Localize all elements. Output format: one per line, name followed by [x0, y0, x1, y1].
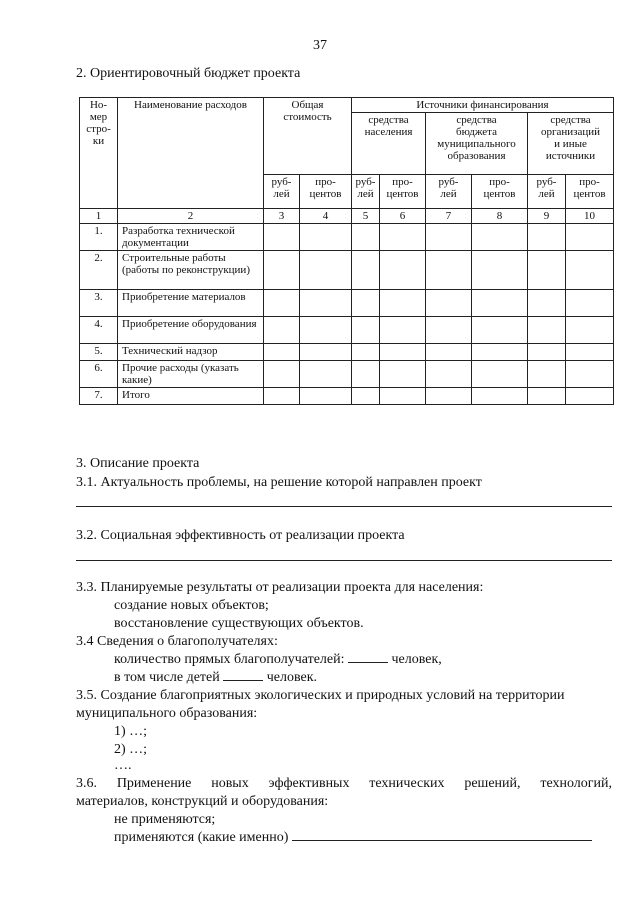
- header-percent: про- центов: [380, 175, 426, 209]
- table-row: [80, 251, 614, 290]
- column-index: 5: [352, 209, 380, 224]
- section-3-3-b: восстановление существующих объектов.: [114, 616, 364, 631]
- column-index: 9: [528, 209, 566, 224]
- column-index: 1: [80, 209, 118, 224]
- column-index: 4: [300, 209, 352, 224]
- header-total-cost: Общая стоимость: [264, 98, 352, 175]
- row-number: 7.: [80, 388, 118, 405]
- row-number: 3.: [80, 290, 118, 317]
- section-3-6-b: применяются (какие именно): [114, 830, 289, 845]
- section-3-6-b-line: [114, 829, 592, 847]
- section-3-6: 3.6. Применение новых эффективных технических решений, технологий,: [76, 776, 612, 791]
- header-percent: про- центов: [566, 175, 614, 209]
- section-3-2: 3.2. Социальная эффективность от реализации проекта: [76, 528, 405, 543]
- technologies-blank[interactable]: [292, 840, 592, 841]
- budget-table: [79, 97, 614, 405]
- column-index: 2: [118, 209, 264, 224]
- expense-name: Приобретение оборудования: [118, 317, 264, 344]
- list-ellipsis: ….: [114, 758, 132, 773]
- children-label: в том числе детей: [114, 670, 220, 685]
- expense-name: Технический надзор: [118, 344, 264, 361]
- row-number: 2.: [80, 251, 118, 290]
- header-percent: про- центов: [472, 175, 528, 209]
- header-rubles: руб- лей: [352, 175, 380, 209]
- table-row: [80, 388, 614, 405]
- beneficiaries-unit: человек,: [391, 652, 442, 667]
- header-row-number: Но- мер стро- ки: [80, 98, 118, 209]
- list-item-2: 2) …;: [114, 742, 148, 757]
- section-3-title: 3. Описание проекта: [76, 456, 200, 471]
- row-number: 6.: [80, 361, 118, 388]
- column-index: 3: [264, 209, 300, 224]
- children-line: [114, 669, 317, 687]
- header-municipal-budget: средства бюджета муниципального образования: [426, 113, 528, 175]
- header-funding-sources: Источники финансирования: [352, 98, 614, 113]
- column-index: 6: [380, 209, 426, 224]
- expense-name: Прочие расходы (указать какие): [118, 361, 264, 388]
- list-item-1: 1) …;: [114, 724, 148, 739]
- expense-name: Строительные работы (работы по реконструкции): [118, 251, 264, 290]
- row-number: 4.: [80, 317, 118, 344]
- header-rubles: руб- лей: [264, 175, 300, 209]
- children-blank[interactable]: [223, 680, 263, 681]
- expense-name: Приобретение материалов: [118, 290, 264, 317]
- expense-name: Разработка технической документации: [118, 224, 264, 251]
- beneficiaries-blank[interactable]: [348, 662, 388, 663]
- row-number: 1.: [80, 224, 118, 251]
- header-percent: про- центов: [300, 175, 352, 209]
- section-3-6-a: не применяются;: [114, 812, 216, 827]
- column-index: 7: [426, 209, 472, 224]
- section-3-1: 3.1. Актуальность проблемы, на решение которой направлен проект: [76, 475, 482, 490]
- header-population-funds: средства населения: [352, 113, 426, 175]
- beneficiaries-label: количество прямых благополучателей:: [114, 652, 345, 667]
- page-number: 37: [313, 38, 327, 53]
- section-2-title: 2. Ориентировочный бюджет проекта: [76, 66, 301, 81]
- header-organization-funds: средства организаций и иные источники: [528, 113, 614, 175]
- answer-line-3-1[interactable]: [76, 506, 612, 507]
- beneficiaries-line: [114, 651, 442, 669]
- table-row: [80, 224, 614, 251]
- children-unit: человек.: [266, 670, 318, 685]
- section-3-4: 3.4 Сведения о благополучателях:: [76, 634, 278, 649]
- section-3-5: 3.5. Создание благоприятных экологических и природных условий на территории: [76, 688, 565, 703]
- section-3-6-cont: материалов, конструкций и оборудования:: [76, 794, 329, 809]
- answer-line-3-2[interactable]: [76, 560, 612, 561]
- table-row: [80, 317, 614, 344]
- header-rubles: руб- лей: [426, 175, 472, 209]
- expense-name: Итого: [118, 388, 264, 405]
- header-rubles: руб- лей: [528, 175, 566, 209]
- section-3-3-a: создание новых объектов;: [114, 598, 269, 613]
- table-row: [80, 361, 614, 388]
- table-row: [80, 344, 614, 361]
- section-3-5-cont: муниципального образования:: [76, 706, 258, 721]
- section-3-3: 3.3. Планируемые результаты от реализации проекта для населения:: [76, 580, 484, 595]
- column-index-row: [80, 209, 614, 224]
- header-expense-name: Наименование расходов: [118, 98, 264, 209]
- row-number: 5.: [80, 344, 118, 361]
- table-row: [80, 290, 614, 317]
- column-index: 10: [566, 209, 614, 224]
- column-index: 8: [472, 209, 528, 224]
